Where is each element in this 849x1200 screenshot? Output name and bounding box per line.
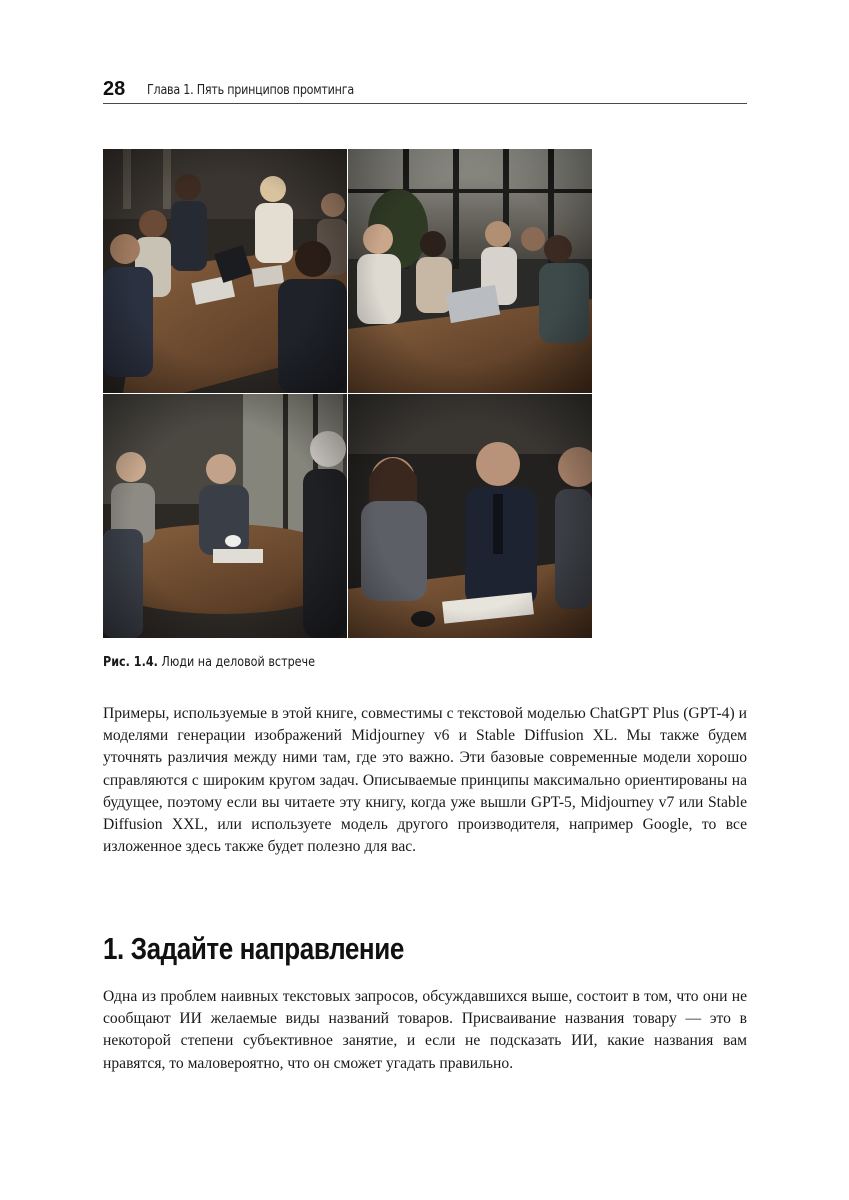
photo-panel-bottom-left bbox=[103, 394, 363, 638]
figure-caption-text: Люди на деловой встрече bbox=[161, 655, 316, 670]
photo-panel-top-left bbox=[103, 149, 347, 393]
body-paragraph: Одна из проблем наивных текстовых запросов, обсуждавшихся выше, состоит в том, что они не сообщают ИИ желаемые виды названий товаров. Присваивание названия товару — это в некоторой степени субъективное занятие, и если не подсказать ИИ, какие названия вам нравятся, то маловероятно, что он сможет угадать правильно. bbox=[103, 988, 747, 1072]
body-paragraph: Примеры, используемые в этой книге, совместимы с текстовой моделью ChatGPT Plus (GPT-4) и моделями генерации изображений Midjourney v6 и Stable Diffusion XL. Мы также будем уточнять различия между ними там, где это важно. Эти базовые современные модели хорошо справляются с широким кругом задач. Описываемые принципы максимально ориентированы на будущее, поэтому если вы читаете эту книгу, когда уже вышли GPT-5, Midjourney v7 или Stable Diffusion XXL, или используете модель другого производителя, например Google, то все изложенное здесь также будет полезно для вас. bbox=[103, 705, 747, 856]
section-heading: 1. Задайте направление bbox=[103, 931, 404, 966]
photo-panel-bottom-right bbox=[348, 394, 592, 638]
figure-caption bbox=[103, 654, 315, 671]
page-number: 28 bbox=[103, 78, 126, 100]
figure-image-grid bbox=[103, 149, 592, 638]
figure-label: Рис. 1.4. bbox=[103, 655, 158, 670]
photo-panel-top-right bbox=[348, 149, 592, 393]
chapter-title: Глава 1. Пять принципов промтинга bbox=[147, 83, 355, 98]
running-header bbox=[103, 74, 747, 104]
